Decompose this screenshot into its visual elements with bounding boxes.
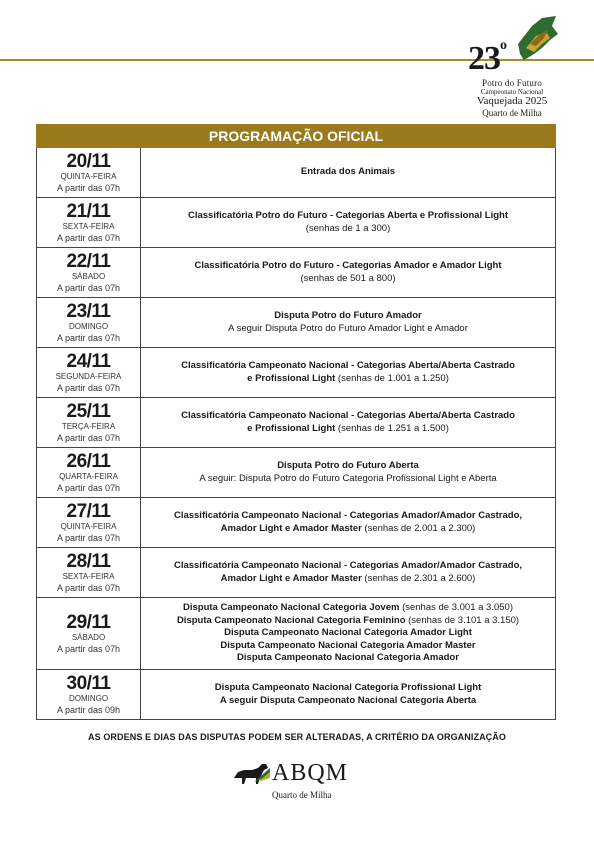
date-number: 24/11: [66, 350, 111, 372]
description-line: [183, 602, 513, 615]
description-line: [306, 223, 391, 236]
description-cell: [141, 198, 555, 247]
weekday-label: SEXTA-FEIRA: [62, 571, 115, 581]
description-cell: [141, 448, 555, 497]
schedule-row: [36, 148, 556, 198]
description-text: Classificatória Campeonato Nacional - Categorias Amador/Amador Castrado,: [173, 560, 523, 571]
description-text: (senhas de 2.001 a 2.300): [361, 522, 476, 534]
disclaimer-note: AS ORDENS E DIAS DAS DISPUTAS PODEM SER ALTERADAS, A CRITÉRIO DA ORGANIZAÇÃO: [88, 732, 506, 742]
date-number: 21/11: [66, 200, 111, 222]
weekday-label: SEGUNDA-FEIRA: [55, 371, 122, 381]
description-cell: [141, 148, 555, 197]
date-cell: [37, 498, 141, 547]
start-time: A partir das 07h: [56, 532, 121, 543]
abqm-subtitle: Quarto de Milha: [272, 790, 332, 800]
date-number: 28/11: [66, 550, 111, 572]
weekday-label: SÁBADO: [71, 632, 106, 642]
description-cell: [141, 548, 555, 597]
description-text: e Profissional Light: [247, 372, 336, 384]
schedule-row: [36, 598, 556, 670]
description-line: [247, 373, 449, 386]
description-cell: [141, 298, 555, 347]
description-text: (senhas de 1.001 a 1.250): [335, 372, 449, 384]
description-text: A seguir: Disputa Potro do Futuro Categoria Profissional Light e Aberta: [199, 472, 497, 484]
description-text: A seguir Disputa Campeonato Nacional Categoria Aberta: [219, 694, 477, 706]
description-text: Disputa Campeonato Nacional Categoria Amador Light: [224, 627, 472, 639]
date-cell: [37, 348, 141, 397]
description-cell: [141, 670, 555, 719]
description-text: Disputa Campeonato Nacional Categoria Profissional Light: [214, 682, 482, 693]
date-cell: [37, 448, 141, 497]
description-line: [181, 410, 515, 423]
description-line: [199, 473, 496, 486]
description-line: [220, 640, 475, 653]
description-text: Disputa Campeonato Nacional Categoria Jovem: [182, 602, 400, 614]
date-cell: [37, 398, 141, 447]
date-cell: [37, 598, 141, 669]
date-cell: [37, 548, 141, 597]
horse-icon: [232, 762, 272, 786]
start-time: A partir das 07h: [56, 332, 121, 343]
description-text: Disputa Potro do Futuro Amador: [274, 310, 422, 321]
description-line: [221, 573, 476, 586]
description-text: A seguir Disputa Potro do Futuro Amador Light e Amador: [228, 322, 468, 334]
date-number: 25/11: [66, 400, 111, 422]
weekday-label: QUINTA-FEIRA: [60, 171, 117, 181]
weekday-label: DOMINGO: [68, 321, 109, 331]
weekday-label: QUINTA-FEIRA: [60, 521, 117, 531]
start-time: A partir das 07h: [56, 643, 121, 654]
description-line: [174, 510, 522, 523]
description-text: Disputa Campeonato Nacional Categoria Amador Master: [220, 639, 476, 651]
schedule-row: [36, 498, 556, 548]
description-text: Classificatória Potro do Futuro - Categorias Aberta e Profissional Light: [187, 210, 509, 221]
schedule-table: [36, 124, 556, 720]
description-line: [300, 273, 395, 286]
description-line: [274, 310, 421, 323]
description-text: Classificatória Campeonato Nacional - Categorias Aberta/Aberta Castrado: [181, 410, 515, 421]
start-time: A partir das 07h: [56, 482, 121, 493]
description-line: [181, 360, 515, 373]
date-number: 30/11: [66, 672, 111, 694]
description-text: (senhas de 3.101 a 3.150): [405, 614, 520, 626]
date-number: 23/11: [66, 300, 111, 322]
event-logo: [462, 14, 562, 118]
date-number: 27/11: [66, 500, 111, 522]
weekday-label: SEXTA-FEIRA: [62, 221, 115, 231]
description-cell: [141, 598, 555, 669]
start-time: A partir das 07h: [56, 382, 121, 393]
weekday-label: TERÇA-FEIRA: [61, 421, 116, 431]
start-time: A partir das 07h: [56, 232, 121, 243]
description-cell: [141, 398, 555, 447]
abqm-wordmark: ABQM: [272, 760, 349, 786]
description-text: (senhas de 3.001 a 3.050): [399, 602, 513, 614]
schedule-row: [36, 298, 556, 348]
start-time: A partir das 07h: [56, 182, 121, 193]
description-text: Classificatória Campeonato Nacional - Categorias Aberta/Aberta Castrado: [181, 360, 515, 371]
start-time: A partir das 07h: [56, 282, 121, 293]
description-cell: [141, 348, 555, 397]
logo-line-1: Potro do Futuro: [481, 78, 542, 88]
description-text: Disputa Potro do Futuro Aberta: [277, 460, 419, 471]
description-line: [221, 523, 476, 536]
schedule-row: [36, 448, 556, 498]
date-cell: [37, 298, 141, 347]
logo-line-3: Vaquejada 2025: [476, 95, 548, 107]
description-line: [228, 323, 468, 336]
schedule-row: [36, 348, 556, 398]
schedule-row: [36, 548, 556, 598]
description-line: [247, 423, 449, 436]
date-number: 20/11: [66, 150, 111, 172]
description-line: [301, 166, 395, 179]
schedule-row: [36, 248, 556, 298]
description-text: Disputa Campeonato Nacional Categoria Feminino: [176, 614, 406, 626]
description-text: (senhas de 2.301 a 2.600): [361, 572, 476, 584]
start-time: A partir das 07h: [56, 582, 121, 593]
description-line: [220, 695, 476, 708]
logo-line-2: Campeonato Nacional: [480, 88, 544, 96]
date-cell: [37, 148, 141, 197]
weekday-label: DOMINGO: [68, 693, 109, 703]
description-text: e Profissional Light: [247, 422, 336, 434]
start-time: A partir das 07h: [56, 432, 121, 443]
weekday-label: QUARTA-FEIRA: [59, 471, 118, 481]
description-line: [237, 652, 459, 665]
edition-number: 23$^o$: [468, 38, 506, 77]
description-text: Amador Light e Amador Master: [220, 572, 362, 584]
weekday-label: SÁBADO: [71, 271, 106, 281]
description-cell: [141, 498, 555, 547]
abqm-logo: [232, 760, 362, 804]
date-number: 26/11: [66, 450, 111, 472]
schedule-row: [36, 198, 556, 248]
description-line: [277, 460, 419, 473]
description-line: [215, 682, 482, 695]
description-text: (senhas de 501 a 800): [300, 272, 396, 284]
description-text: Classificatória Campeonato Nacional - Categorias Amador/Amador Castrado,: [173, 510, 523, 521]
date-cell: [37, 670, 141, 719]
description-line: [188, 210, 508, 223]
description-line: [174, 560, 522, 573]
description-text: (senhas de 1.251 a 1.500): [335, 422, 449, 434]
description-line: [194, 260, 501, 273]
date-number: 22/11: [66, 250, 111, 272]
date-number: 29/11: [66, 611, 111, 633]
description-line: [177, 615, 519, 628]
description-text: Classificatória Potro do Futuro - Categorias Amador e Amador Light: [194, 260, 502, 271]
description-line: [224, 627, 472, 640]
description-text: Amador Light e Amador Master: [220, 522, 362, 534]
schedule-row: [36, 398, 556, 448]
start-time: A partir das 09h: [56, 704, 121, 715]
description-text: Disputa Campeonato Nacional Categoria Amador: [237, 652, 459, 664]
schedule-row: [36, 670, 556, 720]
schedule-title: PROGRAMAÇÃO OFICIAL: [36, 124, 556, 148]
description-text: Entrada dos Animais: [300, 166, 396, 178]
description-text: (senhas de 1 a 300): [305, 222, 391, 234]
logo-line-4: Quarto de Milha: [482, 108, 542, 118]
date-cell: [37, 198, 141, 247]
description-cell: [141, 248, 555, 297]
date-cell: [37, 248, 141, 297]
